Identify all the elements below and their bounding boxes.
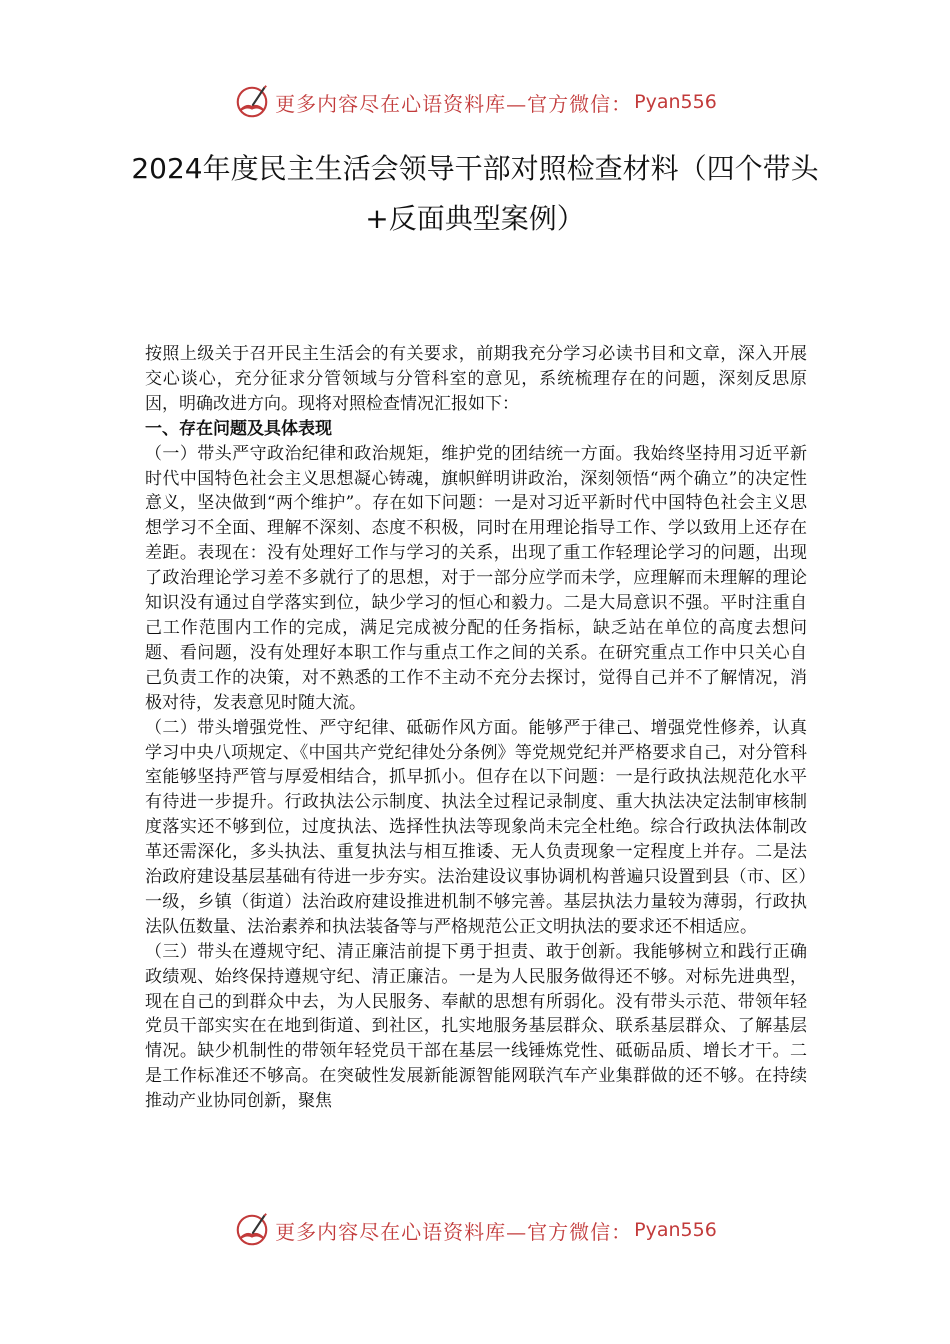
- document-body: [145, 342, 807, 1114]
- paragraph-3: （三）带头在遵规守纪、清正廉洁前提下勇于担责、敢于创新。我能够树立和践行正确政绩观、始终保持遵规守纪、清正廉洁。一是为人民服务做得还不够。对标先进典型，现在自己的到群众中去，为人民服务、奉献的思想有所弱化。没有带头示范、带领年轻党员干部实实在在地到街道、到社区，扎实地服务基层群众、联系基层群众、了解基层情况。缺少机制性的带领年轻党员干部在基层一线锤炼党性、砥砺品质、增长才干。二是工作标准还不够高。在突破性发展新能源智能网联汽车产业集群做的还不够。在持续推动产业协同创新，聚焦: [145, 941, 807, 1112]
- paragraph-1: （一）带头严守政治纪律和政治规矩，维护党的团结统一方面。我始终坚持用习近平新时代中国特色社会主义思想凝心铸魂，旗帜鲜明讲政治，深刻领悟“两个确立”的决定性意义，坚决做到“两个维护”。存在如下问题：一是对习近平新时代中国特色社会主义思想学习不全面、理解不深刻、态度不积极，同时在用理论指导工作、学以致用上还存在差距。表现在：没有处理好工作与学习的关系，出现了重工作轻理论学习的问题，出现了政治理论学习差不多就行了的思想，对于一部分应学而未学，应理解而未理解的理论知识没有通过自学落实到位，缺少学习的恒心和毅力。二是大局意识不强。平时注重自己工作范围内工作的完成，满足完成被分配的任务指标，缺乏站在单位的高度去想问题、看问题，没有处理好本职工作与重点工作之间的关系。在研究重点工作中只关心自己负责工作的决策，对不熟悉的工作不主动不充分去探讨，觉得自己并不了解情况，消极对待，发表意见时随大流。: [145, 443, 807, 713]
- wechat-id: Pyan556: [634, 91, 717, 113]
- banner-text: 更多内容尽在心语资料库—官方微信：: [275, 1219, 633, 1244]
- book-quill-logo-icon: [233, 83, 271, 121]
- footer-banner: [0, 1208, 950, 1252]
- wechat-id: Pyan556: [634, 1219, 717, 1241]
- paragraph-2: （二）带头增强党性、严守纪律、砥砺作风方面。能够严于律己、增强党性修养，认真学习中央八项规定、《中国共产党纪律处分条例》等党规党纪并严格要求自己，对分管科室能够坚持严管与厚爱相结合，抓早抓小。但存在以下问题：一是行政执法规范化水平有待进一步提升。行政执法公示制度、执法全过程记录制度、重大执法决定法制审核制度落实还不够到位，过度执法、选择性执法等现象尚未完全杜绝。综合行政执法体制改革还需深化，多头执法、重复执法与相互推诿、无人负责现象一定程度上并存。二是法治政府建设基层基础有待进一步夯实。法治建设议事协调机构普遍只设置到县（市、区）一级，乡镇（街道）法治政府建设推进机制不够完善。基层执法力量较为薄弱，行政执法队伍数量、法治素养和执法装备等与严格规范公正文明执法的要求还不相适应。: [145, 717, 807, 937]
- book-quill-logo-icon: [233, 1211, 271, 1249]
- document-title: 2024年度民主生活会领导干部对照检查材料（四个带头+反面典型案例）: [131, 152, 819, 235]
- intro-paragraph: 按照上级关于召开民主生活会的有关要求，前期我充分学习必读书目和文章，深入开展交心谈心，充分征求分管领域与分管科室的意见，系统梳理存在的问题，深刻反思原因，明确改进方向。现将对照检查情况汇报如下：: [145, 344, 807, 414]
- header-banner: [0, 80, 950, 124]
- banner-text: 更多内容尽在心语资料库—官方微信：: [275, 91, 633, 116]
- section-heading: 一、存在问题及具体表现: [145, 418, 332, 439]
